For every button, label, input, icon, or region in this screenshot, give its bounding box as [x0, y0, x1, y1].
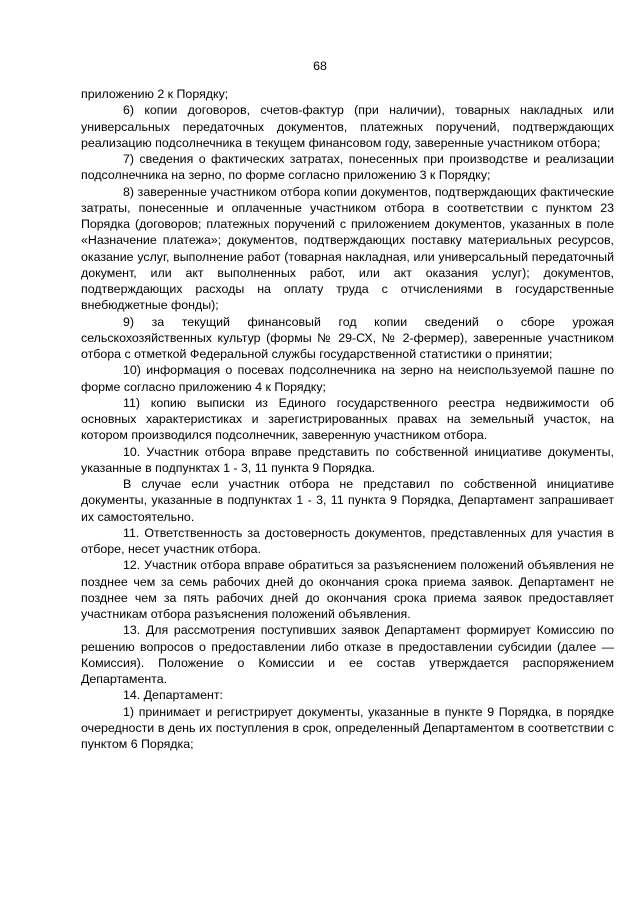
paragraph: 8) заверенные участником отбора копии документов, подтверждающих фактические затраты, понесенные и оплаченные участником отбора в соответствии с пунктом 23 Порядка (договоров; платежных поручений с приложением документов, указанных в поле «Назначение платежа»; документов, подтверждающих поставку материальных ресурсов, оказание услуг, выполнение работ (товарная накладная, или универсальный передаточный документ, или акт выполненных работ, или акт оказания услуг); документов, подтверждающих расходы на оплату труда с отчислениями в государственные внебюджетные фонды); [81, 184, 614, 313]
paragraph: 12. Участник отбора вправе обратиться за разъяснением положений объявления не позднее чем за семь рабочих дней до окончания срока приема заявок. Департамент не позднее чем за пять рабочих дней до окончания срока приема заявок предоставляет участникам отбора разъяснения положений объявления. [81, 558, 614, 621]
paragraph: 7) сведения о фактических затратах, понесенных при производстве и реализации подсолнечника на зерно, по форме согласно приложению 3 к Порядку; [81, 152, 614, 183]
paragraph: приложению 2 к Порядку; [81, 87, 229, 101]
paragraph: 6) копии договоров, счетов-фактур (при наличии), товарных накладных или универсальных передаточных документов, платежных поручений, подтверждающих реализацию подсолнечника в текущем финансовом году, заверенные участником отбора; [81, 103, 614, 150]
paragraph: 13. Для рассмотрения поступивших заявок Департамент формирует Комиссию по решению вопросов о предоставлении либо отказе в предоставлении субсидии (далее — Комиссия). Положение о Комиссии и ее состав утверждается распоряжением Департамента. [81, 623, 614, 686]
paragraph: 10. Участник отбора вправе представить по собственной инициативе документы, указанные в подпунктах 1 - 3, 11 пункта 9 Порядка. [81, 444, 614, 475]
paragraph: 11) копию выписки из Единого государственного реестра недвижимости об основных характеристиках и зарегистрированных правах на земельный участок, на котором производился подсолнечник, заверенную участником отбора. [81, 395, 614, 443]
paragraph: 9) за текущий финансовый год копии сведений о сборе урожая сельскохозяйственных культур (формы № 29-СХ, № 2-фермер), заверенные участником отбора с отметкой Федеральной службы государственной статистики о принятии; [81, 314, 614, 361]
paragraph: 11. Ответственность за достоверность документов, представленных для участия в отборе, несет участник отбора. [81, 525, 614, 556]
paragraph: В случае если участник отбора не представил по собственной инициативе документы, указанные в подпунктах 1 - 3, 11 пункта 9 Порядка, Департамент запрашивает их самостоятельно. [81, 477, 614, 524]
page-number: 68 [313, 59, 327, 73]
paragraph: 1) принимает и регистрирует документы, указанные в пункте 9 Порядка, в порядке очередности в день их поступления в срок, определенный Департаментом в соответствии с пунктом 6 Порядка; [81, 704, 614, 751]
document-body [81, 86, 614, 752]
paragraph: 10) информация о посевах подсолнечника на зерно на неиспользуемой пашне по форме согласно приложению 4 к Порядку; [81, 363, 614, 394]
paragraph: 14. Департамент: [123, 688, 223, 703]
